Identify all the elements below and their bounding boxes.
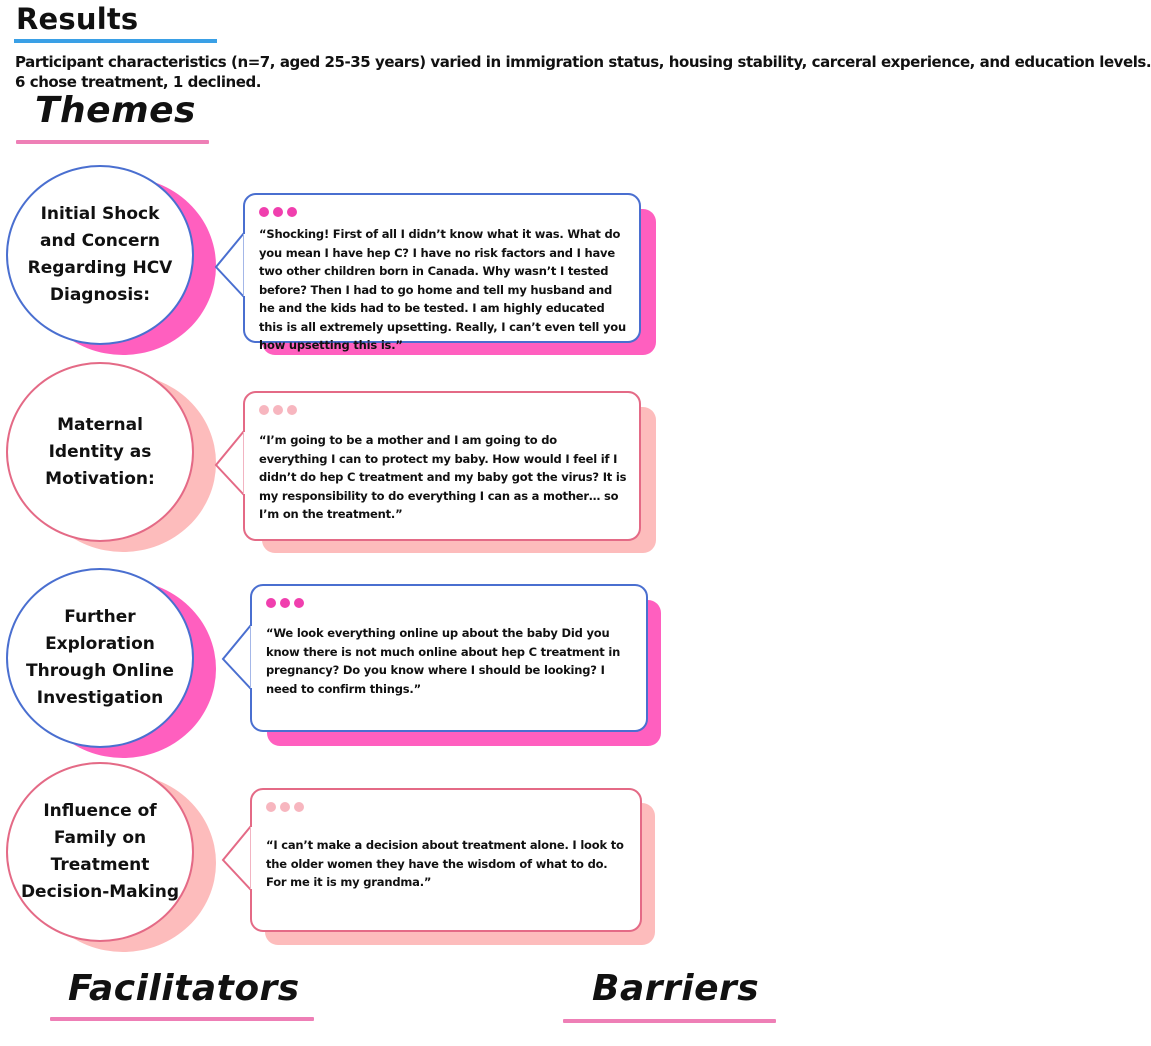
results-title: Results: [16, 2, 139, 36]
participant-quote: “We look everything online up about the baby Did you know there is not much online about hep C treatment in pregnancy? Do you know where I should be looking? I need to confirm things.”: [266, 626, 621, 696]
theme-label: [18, 604, 182, 712]
summary-line-2: 6 chose treatment, 1 declined.: [15, 73, 261, 91]
typing-dots-icon: [259, 207, 297, 217]
participant-summary: [15, 52, 1151, 92]
theme-label-line: Through Online: [26, 661, 174, 681]
theme-label-line: Family on: [53, 828, 147, 848]
theme-label-line: Motivation:: [45, 468, 155, 489]
quote-bubble: [243, 193, 641, 352]
theme-label-line: Investigation: [36, 688, 164, 708]
theme-label-line: Regarding HCV: [27, 258, 173, 278]
theme-label-line: Maternal: [57, 414, 143, 435]
facilitators-underline: [50, 1017, 314, 1021]
theme-label-line: Initial Shock: [40, 204, 160, 224]
barriers-heading: Barriers: [592, 968, 760, 1009]
theme-label-line: Exploration: [45, 634, 155, 654]
typing-dots-icon: [259, 405, 297, 415]
participant-quote: “I’m going to be a mother and I am going to do everything I can to protect my baby. How would I feel if I didn’t do hep C treatment and my baby got the virus? It is my responsibility to do everything I can as a mother… so I’m on the treatment.”: [259, 433, 627, 521]
quote-bubble: [250, 584, 648, 732]
quote-bubble: [243, 391, 641, 541]
barriers-underline: [563, 1019, 776, 1023]
themes-heading: Themes: [35, 90, 196, 131]
themes-underline: [16, 140, 209, 144]
speech-tail-icon: [221, 826, 253, 890]
speech-tail-icon: [214, 431, 246, 495]
speech-tail-icon: [221, 625, 253, 689]
results-underline: [14, 39, 217, 43]
theme-circle: [6, 568, 194, 748]
participant-quote: “I can’t make a decision about treatment alone. I look to the older women they have the wisdom of what to do. For me it is my grandma.”: [266, 838, 624, 889]
theme-circle: [6, 362, 194, 542]
theme-label: [20, 201, 181, 309]
theme-circle: [6, 762, 194, 942]
theme-label-line: Further: [64, 607, 136, 627]
theme-label: [13, 798, 187, 906]
participant-quote: “Shocking! First of all I didn’t know what it was. What do you mean I have hep C? I have no risk factors and I have two other children born in Canada. Why wasn’t I tested before? Then I had to go home and tell my husband and he and the kids had to be tested. I am highly educated this is all extremely upsetting. Really, I can’t even tell you how upsetting this is.”: [259, 227, 626, 352]
typing-dots-icon: [266, 802, 304, 812]
theme-circle: [6, 165, 194, 345]
quote-bubble: [250, 788, 642, 932]
speech-tail-icon: [214, 233, 246, 297]
theme-label-line: Diagnosis:: [49, 285, 151, 305]
theme-label-line: Decision-Making: [20, 882, 180, 902]
theme-label: [37, 412, 163, 493]
theme-label-line: Influence of: [43, 801, 157, 821]
theme-label-line: Identity as: [48, 441, 152, 462]
theme-label-line: and Concern: [39, 231, 160, 251]
theme-label-line: Treatment: [50, 855, 150, 875]
typing-dots-icon: [266, 598, 304, 608]
summary-line-1: Participant characteristics (n=7, aged 25-35 years) varied in immigration status, housing stability, carceral experience, and education levels.: [15, 53, 1151, 71]
facilitators-heading: Facilitators: [68, 968, 300, 1009]
